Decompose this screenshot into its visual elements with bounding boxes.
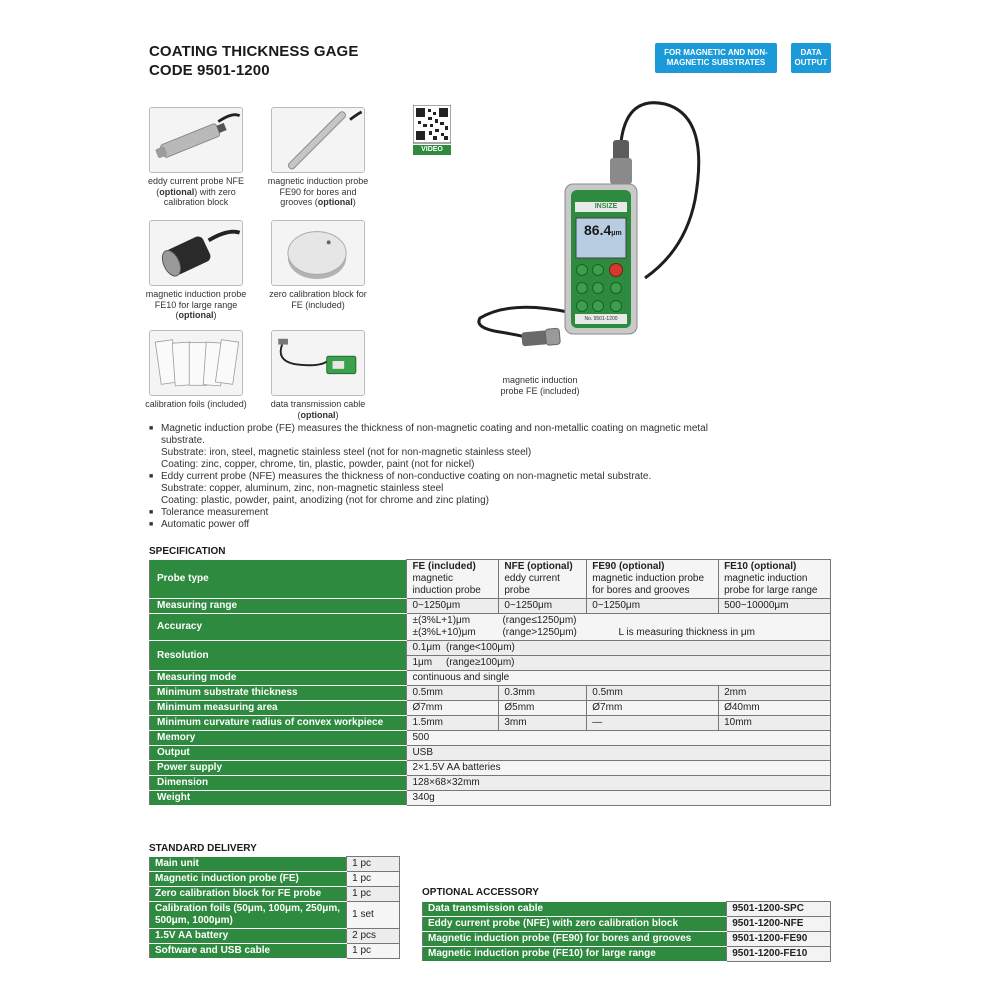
- optional-item: Magnetic induction probe (FE10) for large range: [423, 947, 727, 962]
- spec-label: Minimum curvature radius of convex workpiece: [150, 716, 407, 731]
- spec-value: Ø7mm: [407, 701, 499, 716]
- delivery-qty: 1 pc: [347, 857, 400, 872]
- optional-code: 9501-1200-FE10: [727, 947, 831, 962]
- delivery-row: [150, 872, 400, 887]
- spec-value: —: [587, 716, 719, 731]
- accessory-eddy-probe: [149, 107, 251, 208]
- title-code: CODE 9501-1200: [149, 62, 270, 79]
- spec-row-probe-type: [150, 560, 831, 599]
- spec-value: 500~10000μm: [719, 599, 831, 614]
- spec-label: Probe type: [150, 560, 407, 599]
- gauge-device: [470, 100, 710, 400]
- spec-label: Dimension: [150, 776, 407, 791]
- delivery-title: STANDARD DELIVERY: [149, 843, 257, 854]
- delivery-qty: 1 set: [347, 902, 400, 929]
- spec-value: Ø5mm: [499, 701, 587, 716]
- delivery-item: Main unit: [150, 857, 347, 872]
- spec-value: 500: [407, 731, 831, 746]
- delivery-item: Software and USB cable: [150, 944, 347, 959]
- delivery-item: Zero calibration block for FE probe: [150, 887, 347, 902]
- optional-row: [423, 932, 831, 947]
- probe-col-fe: FE (included) magnetic induction probe: [407, 560, 499, 599]
- delivery-qty: 1 pc: [347, 944, 400, 959]
- optional-table: [422, 901, 831, 962]
- data-cable-image: [271, 330, 365, 396]
- spec-value: 10mm: [719, 716, 831, 731]
- feature-subline: Substrate: iron, steel, magnetic stainless steel (not for non-magnetic stainless steel): [161, 447, 532, 458]
- feature-subline: Coating: zinc, copper, chrome, tin, plastic, powder, paint (not for nickel): [161, 459, 475, 470]
- fe90-probe-image: [271, 107, 365, 173]
- feature-item: ■ Magnetic induction probe (FE) measures the thickness of non-magnetic coating and non-metallic coating on magnetic metal substrate. Substrate: iron, steel, magnetic stainless steel (not for non-magnetic stainless steel) Coating: zinc, copper, chrome, tin, plastic, powder, paint (not for nickel): [149, 423, 709, 471]
- spec-value: 0.3mm: [499, 686, 587, 701]
- optional-item: Eddy current probe (NFE) with zero calibration block: [423, 917, 727, 932]
- delivery-row: [150, 857, 400, 872]
- device-brand: INSIZE: [594, 203, 618, 210]
- spec-label: Memory: [150, 731, 407, 746]
- spec-value: 0~1250μm: [587, 599, 719, 614]
- delivery-table: [149, 856, 400, 959]
- accessory-calibration-foils: [145, 330, 251, 410]
- spec-label: Power supply: [150, 761, 407, 776]
- optional-row: [423, 902, 831, 917]
- spec-label: Accuracy: [150, 614, 407, 641]
- delivery-qty: 1 pc: [347, 887, 400, 902]
- accessory-calibration-block: [271, 220, 373, 310]
- delivery-row: [150, 944, 400, 959]
- spec-value: Ø7mm: [587, 701, 719, 716]
- probe-col-fe90: FE90 (optional) magnetic induction probe for bores and grooves: [587, 560, 719, 599]
- spec-row-min-radius: [150, 716, 831, 731]
- delivery-qty: 2 pcs: [347, 929, 400, 944]
- spec-row-power: [150, 761, 831, 776]
- accessory-data-cable: [271, 330, 373, 420]
- optional-row: [423, 917, 831, 932]
- spec-row-memory: [150, 731, 831, 746]
- delivery-item: Magnetic induction probe (FE): [150, 872, 347, 887]
- page-title: [149, 42, 358, 80]
- spec-label: Weight: [150, 791, 407, 806]
- optional-code: 9501-1200-FE90: [727, 932, 831, 947]
- optional-row: [423, 947, 831, 962]
- probe-col-nfe: NFE (optional) eddy current probe: [499, 560, 587, 599]
- eddy-probe-caption: eddy current probe NFE (optional) with zero calibration block: [147, 176, 245, 207]
- spec-label: Output: [150, 746, 407, 761]
- spec-row-accuracy: [150, 614, 831, 641]
- delivery-item: Calibration foils (50μm, 100μm, 250μm, 500μm, 1000μm): [150, 902, 347, 929]
- spec-value: USB: [407, 746, 831, 761]
- delivery-qty: 1 pc: [347, 872, 400, 887]
- accessory-fe10-probe: [145, 220, 251, 321]
- spec-value: 0~1250μm: [499, 599, 587, 614]
- calibration-foils-image: [149, 330, 243, 396]
- spec-value-accuracy: ±(3%L+1)μm (range≤1250μm) ±(3%L+10)μm (range>1250μm) L is measuring thickness in μm: [407, 614, 831, 641]
- spec-value: 340g: [407, 791, 831, 806]
- spec-row-weight: [150, 791, 831, 806]
- spec-label: Minimum measuring area: [150, 701, 407, 716]
- accessory-fe90-probe: [267, 107, 373, 208]
- spec-label: Measuring range: [150, 599, 407, 614]
- spec-row-measuring-mode: [150, 671, 831, 686]
- feature-subline: Coating: plastic, powder, paint, anodizing (not for chrome and zinc plating): [161, 495, 489, 506]
- spec-title: SPECIFICATION: [149, 546, 226, 557]
- fe90-probe-caption: magnetic induction probe FE90 for bores and grooves (optional): [267, 176, 369, 207]
- fe10-probe-image: [149, 220, 243, 286]
- data-output-badge: DATA OUTPUT: [791, 43, 831, 73]
- spec-label: Minimum substrate thickness: [150, 686, 407, 701]
- spec-value: 2mm: [719, 686, 831, 701]
- feature-subline: Substrate: copper, aluminum, zinc, non-magnetic stainless steel: [161, 483, 444, 494]
- qr-code[interactable]: [413, 105, 451, 155]
- feature-item: ■ Tolerance measurement: [149, 507, 709, 519]
- spec-label: Resolution: [150, 641, 407, 671]
- spec-row-output: [150, 746, 831, 761]
- spec-value: 2×1.5V AA batteries: [407, 761, 831, 776]
- spec-row-measuring-range: [150, 599, 831, 614]
- eddy-probe-image: [149, 107, 243, 173]
- spec-row-resolution-1: [150, 641, 831, 656]
- spec-value: 128×68×32mm: [407, 776, 831, 791]
- spec-value: 0.5mm: [587, 686, 719, 701]
- device-model: No. 9501-1200: [584, 316, 618, 322]
- spec-value: 1.5mm: [407, 716, 499, 731]
- calibration-block-image: [271, 220, 365, 286]
- calibration-block-caption: zero calibration block for FE (included): [269, 289, 367, 310]
- delivery-row: [150, 887, 400, 902]
- fe10-probe-caption: magnetic induction probe FE10 for large range (optional): [145, 289, 247, 320]
- qr-video-label: VIDEO: [421, 146, 443, 153]
- fe-probe-caption: magnetic induction probe FE (included): [500, 375, 580, 396]
- spec-row-min-area: [150, 701, 831, 716]
- gauge-device-image: [470, 100, 710, 400]
- optional-item: Magnetic induction probe (FE90) for bores and grooves: [423, 932, 727, 947]
- spec-row-dimension: [150, 776, 831, 791]
- spec-row-min-substrate: [150, 686, 831, 701]
- spec-value: 0.1μm (range<100μm): [407, 641, 831, 656]
- spec-value: 1μm (range≥100μm): [407, 656, 831, 671]
- optional-code: 9501-1200-NFE: [727, 917, 831, 932]
- substrate-badge: FOR MAGNETIC AND NON-MAGNETIC SUBSTRATES: [655, 43, 777, 73]
- feature-item: ■ Automatic power off: [149, 519, 709, 531]
- delivery-row: [150, 929, 400, 944]
- device-reading: 86.4μm: [584, 222, 622, 238]
- data-cable-caption: data transmission cable (optional): [270, 399, 366, 420]
- optional-title: OPTIONAL ACCESSORY: [422, 887, 539, 898]
- delivery-item: 1.5V AA battery: [150, 929, 347, 944]
- optional-code: 9501-1200-SPC: [727, 902, 831, 917]
- spec-table: [149, 559, 831, 806]
- optional-item: Data transmission cable: [423, 902, 727, 917]
- title-line1: COATING THICKNESS GAGE: [149, 43, 359, 60]
- spec-value: continuous and single: [407, 671, 831, 686]
- spec-value: Ø40mm: [719, 701, 831, 716]
- spec-label: Measuring mode: [150, 671, 407, 686]
- feature-item: ■ Eddy current probe (NFE) measures the thickness of non-conductive coating on non-magnetic metal substrate. Substrate: copper, aluminum, zinc, non-magnetic stainless steel Coating: plastic, powder, paint, anodizing (not for chrome and zinc plating): [149, 471, 709, 507]
- calibration-foils-caption: calibration foils (included): [145, 399, 247, 409]
- spec-value: 0~1250μm: [407, 599, 499, 614]
- spec-value: 3mm: [499, 716, 587, 731]
- feature-list: [149, 423, 709, 531]
- spec-value: 0.5mm: [407, 686, 499, 701]
- delivery-row: [150, 902, 400, 929]
- probe-col-fe10: FE10 (optional) magnetic induction probe for large range: [719, 560, 831, 599]
